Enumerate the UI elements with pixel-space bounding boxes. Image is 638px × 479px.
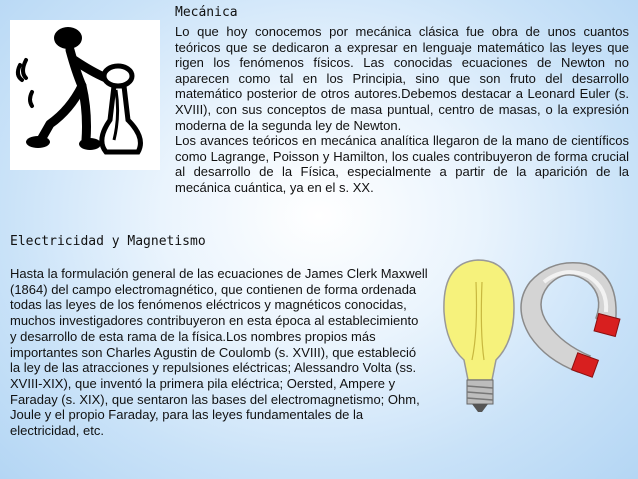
light-bulb-icon (444, 260, 514, 412)
stick-figure-wheel-icon (10, 20, 160, 170)
mecanica-heading: Mecánica (175, 5, 238, 20)
mecanica-section (175, 5, 629, 196)
figure-illustration (10, 20, 160, 170)
electric-illustration (438, 252, 630, 424)
electricidad-paragraph: Hasta la formulación general de las ecuaciones de James Clerk Maxwell (1864) del campo electromagnético, que contienen de forma ordenada todas las leyes de los fenómenos eléctricos y magnéticos conocidas, muchos investigadores contribuyeron en esta época al establecimiento y desarrollo de esta rama de la física.Los nombres propios más importantes son Charles Agustin de Coulomb (s. XVIII), que estableció la ley de las atracciones y repulsiones eléctricas; Alessandro Volta (ss. XVIII-XIX), que inventó la primera pila eléctrica; Oersted, Ampere y Faraday (s. XIX), que sentaron las bases del electromagnetismo; Ohm, Joule y el propio Faraday, para las leyes fundamentales de la electricidad, etc. (10, 266, 428, 439)
magnet-icon (521, 263, 620, 377)
mecanica-paragraph-1: Lo que hoy conocemos por mecánica clásica fue obra de unos cuantos teóricos que se dedicaron a expresar en lenguaje matemático las leyes que rigen los fenómenos físicos. Las conocidas ecuaciones de Newton no aparecen como tal en los Principia, sino que son fruto del desarrollo matemático posterior de otros autores.Debemos destacar a Leonard Euler (s. XVIII), con sus conceptos de masa puntual, centro de masas, o la expresión moderna de la segunda ley de Newton. (175, 24, 629, 133)
mecanica-paragraph-2: Los avances teóricos en mecánica analítica llegaron de la mano de científicos como Lagrange, Poisson y Hamilton, los cuales contribuyeron de forma crucial al desarrollo de la Física, especialmente a partir de la aparición de la mecánica cuántica, ya en el s. XX. (175, 133, 629, 195)
electricidad-heading: Electricidad y Magnetismo (10, 234, 206, 249)
